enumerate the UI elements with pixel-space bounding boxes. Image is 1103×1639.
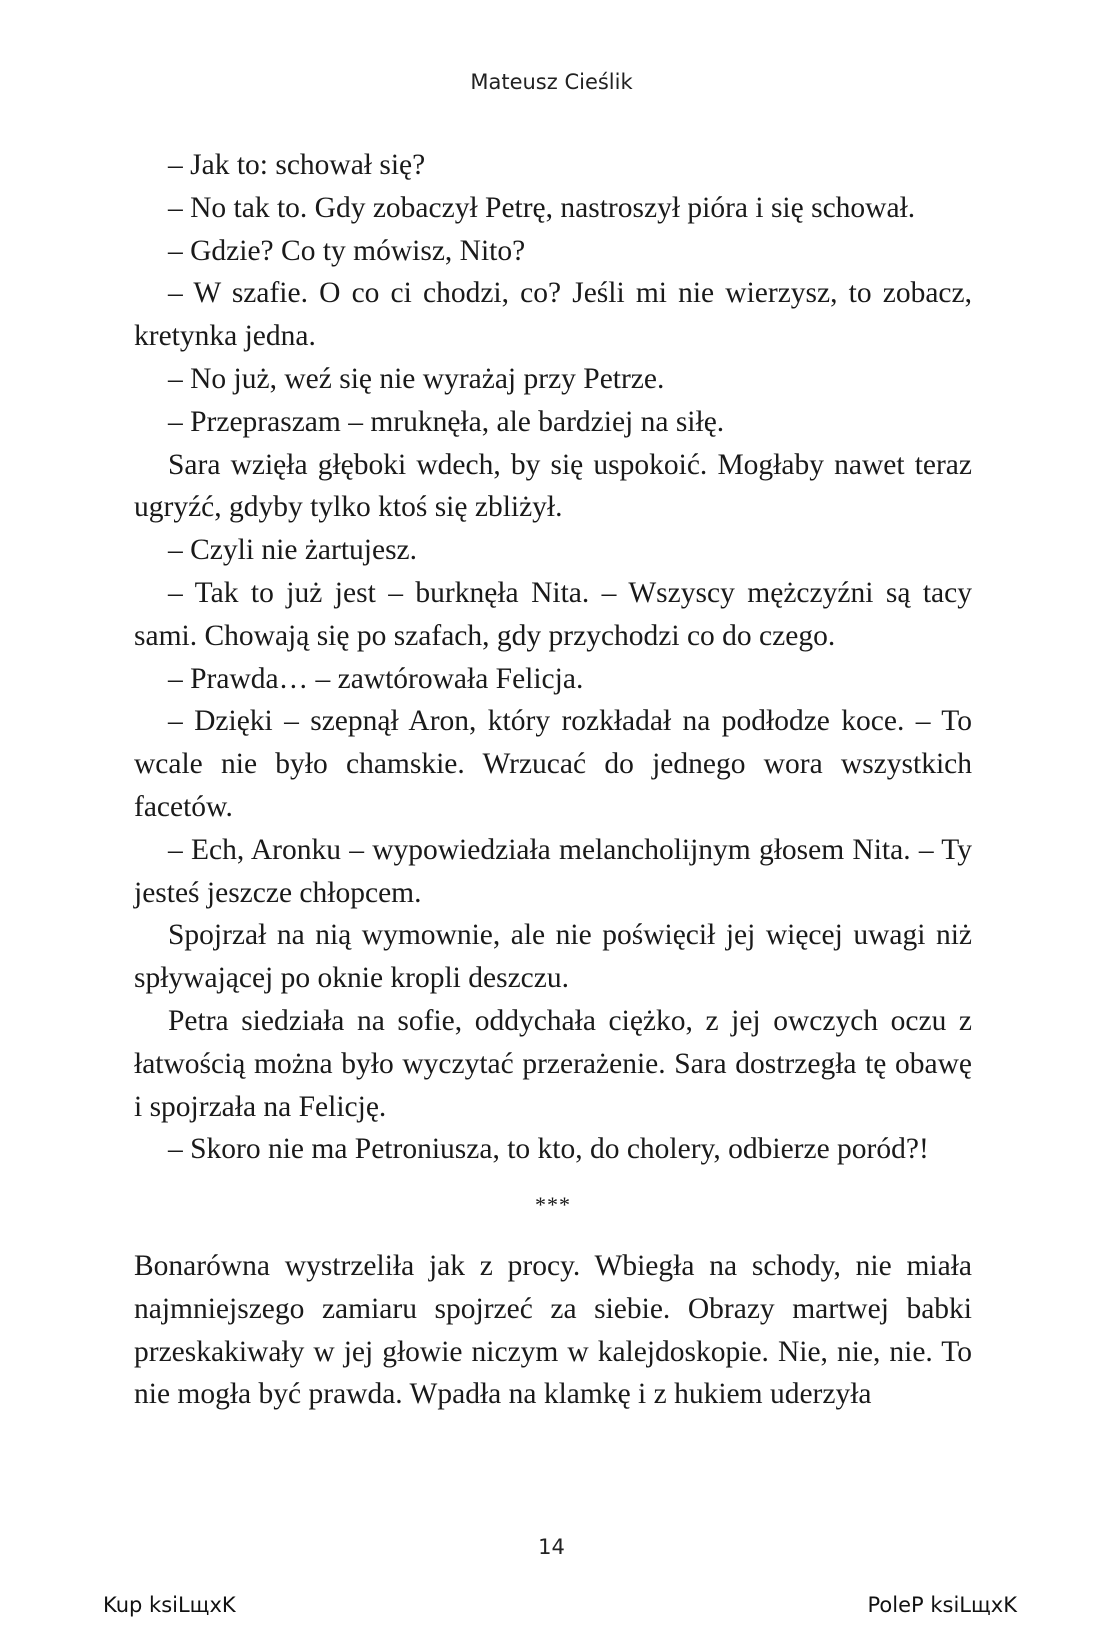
recommend-book-link[interactable]: PoleP ksiLщxK — [867, 1593, 1017, 1617]
paragraph: Spojrzał na nią wymownie, ale nie poświęcił jej więcej uwagi niż spływającej po oknie kropli deszczu. — [134, 919, 972, 995]
paragraph: – Prawda… – zawtórowała Felicja. — [168, 662, 584, 695]
page-body — [134, 144, 972, 1416]
paragraph: – Skoro nie ma Petroniusza, to kto, do cholery, odbierze poród?! — [168, 1133, 929, 1166]
paragraph: – Dzięki – szepnął Aron, który rozkładał na podłodze koce. – To wcale nie było chamskie. Wrzucać do jednego wora wszystkich facetów. — [134, 705, 972, 823]
paragraph: Sara wzięła głęboki wdech, by się uspokoić. Mogłaby nawet teraz ugryźć, gdyby tylko ktoś się zbliżył. — [134, 448, 972, 524]
paragraph: – No już, weź się nie wyrażaj przy Petrze. — [168, 362, 665, 395]
paragraph: – Tak to już jest – burknęła Nita. – Wszyscy mężczyźni są tacy sami. Chowają się po szafach, gdy przychodzi co do czego. — [134, 576, 972, 652]
paragraph: Petra siedziała na sofie, oddychała ciężko, z jej owczych oczu z łatwością można było wyczytać przerażenie. Sara dostrzegła tę obawę i spojrzała na Felicję. — [134, 1004, 972, 1123]
running-header-author: Mateusz Cieślik — [470, 70, 633, 94]
paragraph: – Przepraszam – mruknęła, ale bardziej na siłę. — [168, 405, 725, 438]
page-number: 14 — [538, 1535, 565, 1559]
paragraph: – No tak to. Gdy zobaczył Petrę, nastroszył pióra i się schował. — [168, 191, 916, 224]
paragraph: Bonarówna wystrzeliła jak z procy. Wbiegła na schody, nie miała najmniejszego zamiaru spojrzeć za siebie. Obrazy martwej babki przeskakiwały w jej głowie niczym w kalejdoskopie. Nie, nie, nie. To nie mogła być prawda. Wpadła na klamkę i z hukiem uderzyła — [134, 1249, 972, 1411]
paragraph: – Jak to: schował się? — [168, 149, 426, 181]
paragraph: – Ech, Aronku – wypowiedziała melancholijnym głosem Nita. – Ty jesteś jeszcze chłopcem. — [134, 833, 972, 909]
paragraph: – Czyli nie żartujesz. — [168, 534, 418, 567]
paragraph: – Gdzie? Co ty mówisz, Nito? — [168, 234, 526, 267]
section-separator: *** — [535, 1192, 571, 1218]
buy-book-link[interactable]: Kup ksiLщxK — [103, 1593, 236, 1617]
paragraph: – W szafie. O co ci chodzi, co? Jeśli mi nie wierzysz, to zobacz, kretynka jedna. — [134, 277, 972, 353]
